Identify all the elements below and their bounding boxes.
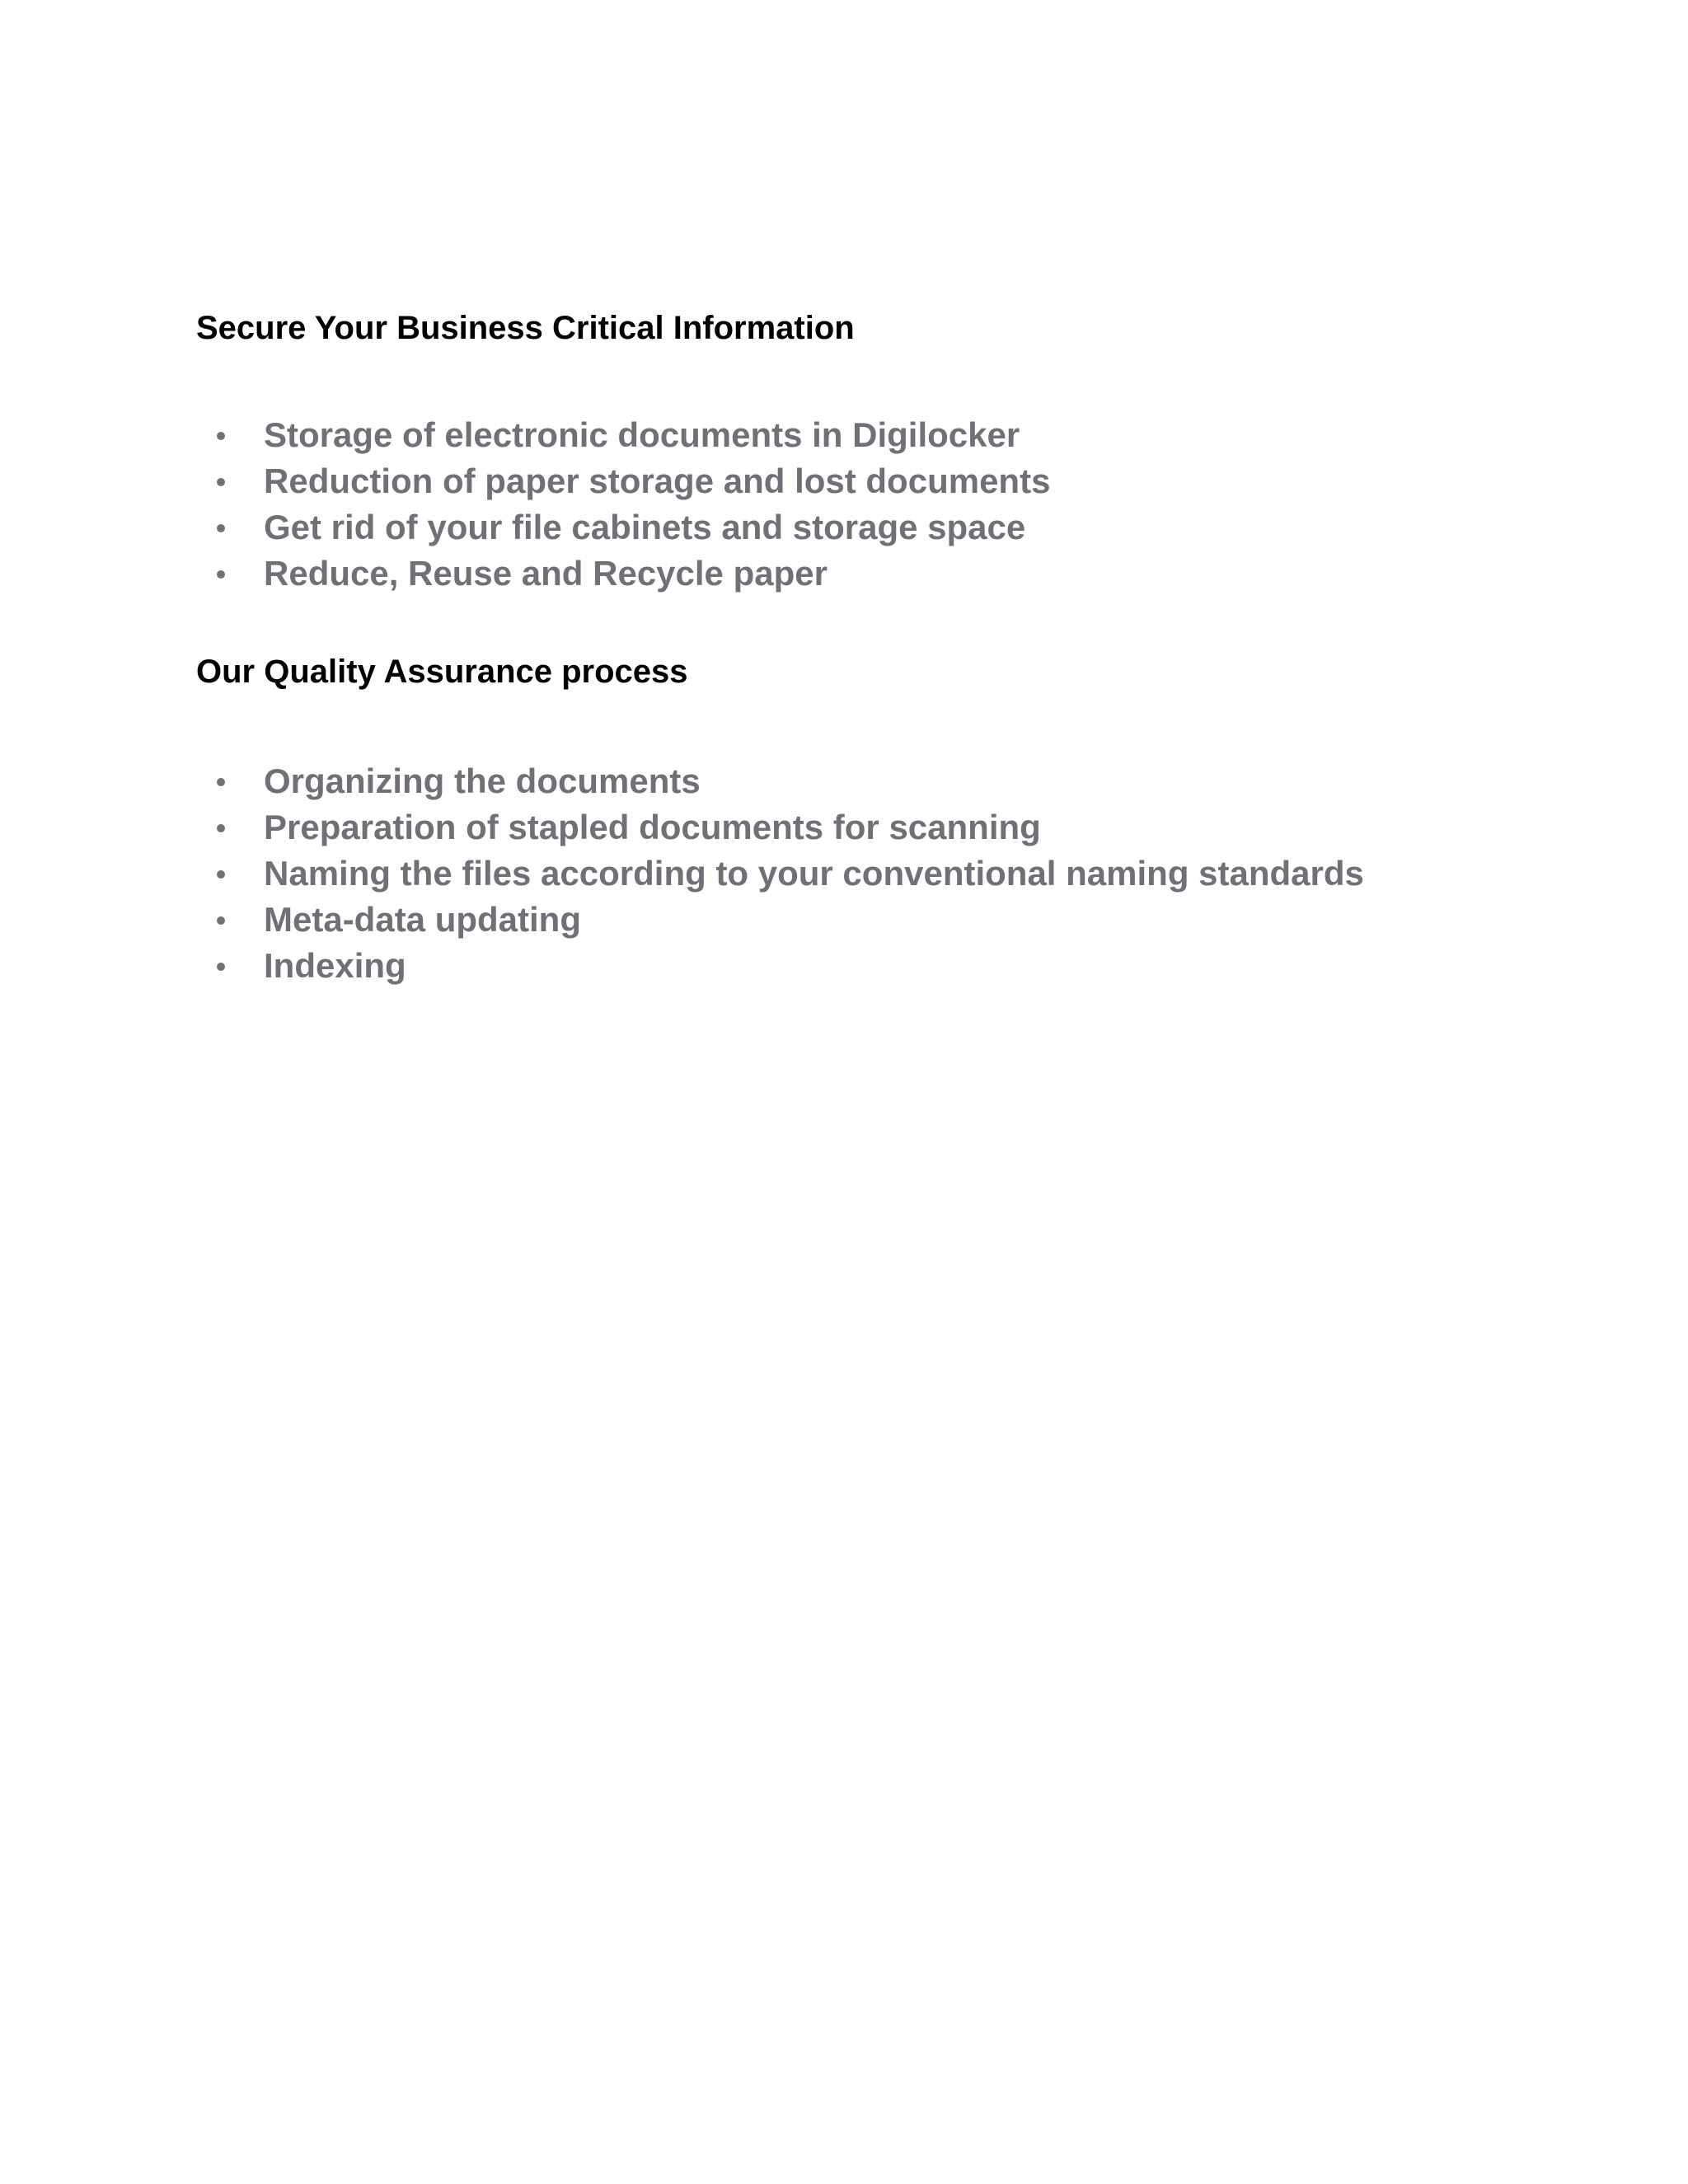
- list-item-text: Preparation of stapled documents for scanning: [264, 808, 1041, 846]
- bullet-icon: [217, 916, 225, 925]
- bullet-icon: [217, 778, 225, 786]
- section-heading-quality-assurance: Our Quality Assurance process: [196, 654, 688, 690]
- list-item-text: Storage of electronic documents in Digilocker: [264, 415, 1020, 454]
- bullet-icon: [217, 432, 225, 440]
- list-item-text: Organizing the documents: [264, 762, 701, 800]
- list-item-text: Reduction of paper storage and lost documents: [264, 462, 1051, 500]
- section-heading-secure-business-info: Secure Your Business Critical Information: [196, 310, 855, 346]
- bullet-icon: [217, 870, 225, 879]
- bullet-icon: [217, 963, 225, 971]
- bullet-icon: [217, 824, 225, 832]
- list-item-text: Meta-data updating: [264, 900, 581, 939]
- bullet-icon: [217, 478, 225, 486]
- bullet-icon: [217, 524, 225, 532]
- list-item-text: Get rid of your file cabinets and storage space: [264, 508, 1026, 546]
- bullet-icon: [217, 570, 225, 579]
- list-item-text: Reduce, Reuse and Recycle paper: [264, 554, 828, 593]
- list-item-text: Naming the files according to your conventional naming standards: [264, 854, 1364, 893]
- list-item-text: Indexing: [264, 946, 406, 985]
